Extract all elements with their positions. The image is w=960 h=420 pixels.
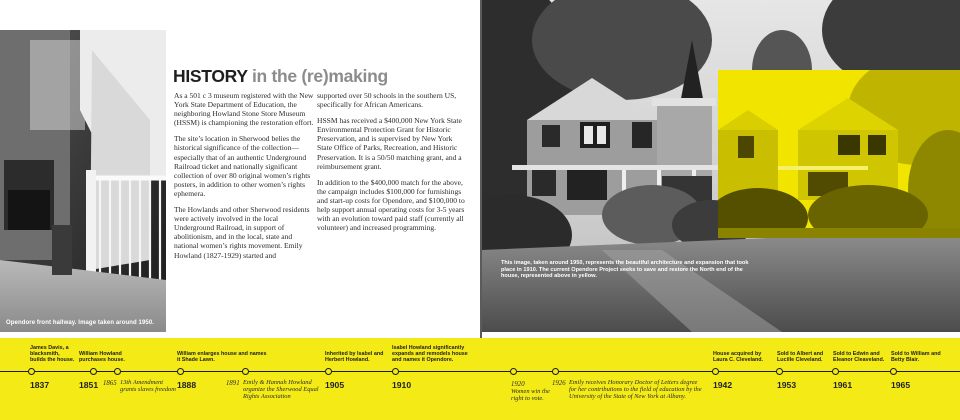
timeline-marker (28, 368, 35, 375)
timeline-marker (177, 368, 184, 375)
timeline-year: 1965 (891, 380, 911, 390)
paragraph: In addition to the $400,000 match for the above, the campaign includes $100,000 for furnishings and start-up costs for Opendore, and $100,000 to help support annual operating costs for 3-5 years with an evolution toward paid staff (currently all volunteer) and increased programming. (317, 177, 465, 233)
timeline-marker (392, 368, 399, 375)
timeline-marker (325, 368, 332, 375)
timeline-year: 1837 (30, 380, 50, 390)
paragraph: The Howlands and other Sherwood residents were actively involved in the local Underground Railroad, in support of abolitionism, and in the local, state and national women’s rights movement. Emily Howland (1827-1929) started and (174, 205, 310, 260)
timeline-event: House acquired by Laura C. Cleveland. (713, 351, 764, 364)
timeline-minor-event: Emily & Hannah Howland organize the Sherwood Equal Rights Association (243, 379, 319, 400)
timeline-minor-year: 1865 (103, 380, 117, 387)
paragraph: The site’s location in Sherwood belies the historical significance of the collection— especially that of an authentic Underground Railroad ticket and nationally significant collection of over 80 original women’s rights posters, in addition to other women’s rights ephemera. (174, 134, 311, 198)
timeline-minor-event: Emily receives Honorary Doctor of Letters degree for her contributions to the field of education by the University of the State of New York at Albany. (569, 379, 702, 400)
timeline-minor-year: 1891 (226, 380, 240, 387)
page-title (173, 66, 388, 87)
timeline-marker (552, 368, 559, 375)
timeline-marker (890, 368, 897, 375)
timeline-event: James Davis, a blacksmith, builds the house. (30, 345, 75, 364)
paragraph: supported over 50 schools in the southern US, specifically for African Americans. (317, 91, 457, 110)
timeline-event: Sold to Edwin and Eleanor Cleaveland. (833, 351, 885, 364)
timeline-year: 1942 (713, 380, 733, 390)
north-end-highlight-photo (718, 70, 960, 238)
timeline-event: William enlarges house and names it Shade Lawn. (177, 351, 267, 364)
timeline-year: 1961 (833, 380, 853, 390)
timeline-year: 1910 (392, 380, 412, 390)
timeline-marker (114, 368, 121, 375)
timeline-marker (776, 368, 783, 375)
body-column-2 (317, 91, 467, 232)
timeline-year: 1851 (79, 380, 99, 390)
timeline-event: Inherited by Isabel and Herbert Howland. (325, 351, 384, 364)
title-main: HISTORY (173, 66, 248, 86)
timeline-year: 1905 (325, 380, 345, 390)
house-caption: This image, taken around 1950, represents the beautiful architecture and expansion that took place in 1910. The current Opendore Project seeks to save and restore the North end of the house, represented above in yellow. (501, 260, 749, 280)
timeline-year: 1888 (177, 380, 197, 390)
paragraph: HSSM has received a $400,000 New York State Environmental Protection Grant for Historic Preservation, and is supervised by New York State Office of Parks, Recreation, and Historic Preservation. It is a 50/50 matching grant, and a reimbursement grant. (317, 116, 462, 171)
timeline-marker (510, 368, 517, 375)
hallway-caption: Opendore front hallway. Image taken around 1950. (6, 320, 155, 326)
body-column-1 (174, 91, 314, 260)
title-accent: in the (re)making (251, 66, 388, 86)
paragraph: As a 501 c 3 museum registered with the New York State Department of Education, the neighboring Howland Stone Store Museum (HSSM) is championing the restoration effort. (174, 91, 314, 128)
timeline-marker (90, 368, 97, 375)
timeline-event: Sold to William and Betty Blair. (891, 351, 941, 364)
timeline-minor-year: 1920 (511, 381, 525, 388)
timeline-minor-event: Women win the right to vote. (511, 388, 550, 402)
timeline-event: Sold to Albert and Lucille Cleveland. (777, 351, 824, 364)
timeline-marker (242, 368, 249, 375)
hallway-photo (0, 30, 166, 332)
timeline-minor-event: 13th Amendment grants slaves freedom (120, 379, 176, 393)
timeline-line (0, 371, 960, 372)
timeline-event: Isabel Howland significantly expands and remodels house and names it Opendore. (392, 345, 468, 364)
timeline-marker (832, 368, 839, 375)
timeline-marker (712, 368, 719, 375)
timeline-event: William Howland purchases house. (79, 351, 125, 364)
timeline-year: 1953 (777, 380, 797, 390)
timeline-minor-year: 1926 (552, 380, 566, 387)
